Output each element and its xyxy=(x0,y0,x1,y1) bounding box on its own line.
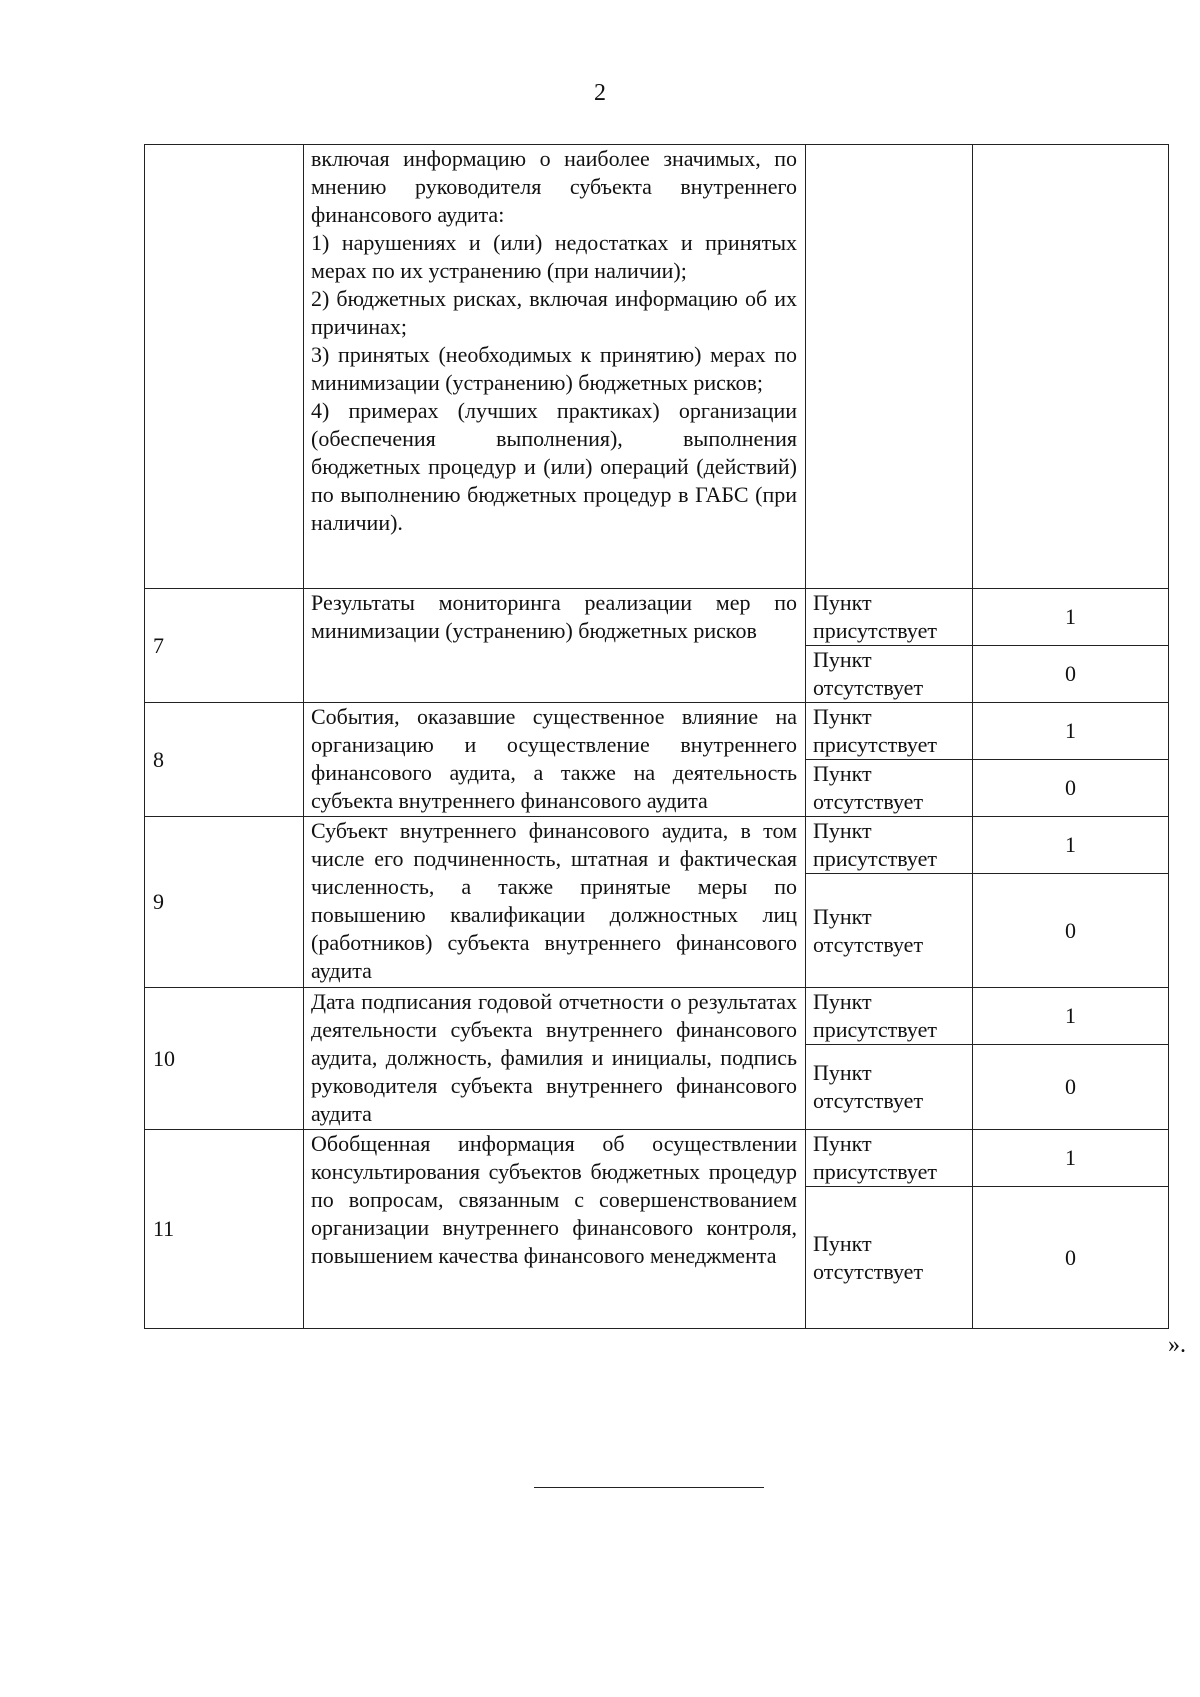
description-paragraph: 1) нарушениях и (или) недостатках и принятых мерах по их устранению (при наличии); xyxy=(311,230,797,283)
criteria-table xyxy=(144,144,1169,1329)
option-cell xyxy=(806,145,973,589)
row-number: 11 xyxy=(145,1130,304,1329)
option-present-score: 1 xyxy=(973,817,1169,874)
page-number: 2 xyxy=(594,80,606,106)
criterion-description-continued xyxy=(304,145,806,589)
option-absent-score: 0 xyxy=(973,874,1169,988)
closing-quote-mark: ». xyxy=(1168,1332,1186,1358)
option-absent-label: Пункт отсутствует xyxy=(806,874,973,988)
option-present-label: Пункт присутствует xyxy=(806,589,973,646)
option-absent-score: 0 xyxy=(973,760,1169,817)
description-paragraph: включая информацию о наиболее значимых, по мнению руководителя субъекта внутреннего финансового аудита: xyxy=(311,146,797,227)
option-present-label: Пункт присутствует xyxy=(806,817,973,874)
option-present-score: 1 xyxy=(973,703,1169,760)
row-number: 9 xyxy=(145,817,304,988)
option-absent-score: 0 xyxy=(973,1187,1169,1329)
row-number-cell xyxy=(145,145,304,589)
criterion-description: Обобщенная информация об осуществлении консультирования субъектов бюджетных процедур по вопросам, связанным с совершенствованием организации внутреннего финансового контроля, повышением качества финансового менеджмента xyxy=(304,1130,806,1329)
score-cell xyxy=(973,145,1169,589)
option-present-label: Пункт присутствует xyxy=(806,988,973,1045)
criterion-description: Субъект внутреннего финансового аудита, в том числе его подчиненность, штатная и фактическая численность, а также принятые меры по повышению квалификации должностных лиц (работников) субъекта внутреннего финансового аудита xyxy=(304,817,806,988)
row-number: 8 xyxy=(145,703,304,817)
table-row-continued xyxy=(145,145,1169,589)
option-absent-label: Пункт отсутствует xyxy=(806,760,973,817)
option-present-score: 1 xyxy=(973,589,1169,646)
description-paragraph: 2) бюджетных рисках, включая информацию об их причинах; xyxy=(311,286,797,339)
footer-separator-line xyxy=(534,1487,764,1488)
criterion-description: Результаты мониторинга реализации мер по минимизации (устранению) бюджетных рисков xyxy=(304,589,806,703)
option-present-label: Пункт присутствует xyxy=(806,703,973,760)
table-row xyxy=(145,703,1169,760)
option-absent-score: 0 xyxy=(973,646,1169,703)
description-paragraph: 3) принятых (необходимых к принятию) мерах по минимизации (устранению) бюджетных рисков; xyxy=(311,342,797,395)
option-absent-label: Пункт отсутствует xyxy=(806,1045,973,1130)
criterion-description: События, оказавшие существенное влияние на организацию и осуществление внутреннего финансового аудита, а также на деятельность субъекта внутреннего финансового аудита xyxy=(304,703,806,817)
table-row xyxy=(145,1130,1169,1187)
criterion-description: Дата подписания годовой отчетности о результатах деятельности субъекта внутреннего финансового аудита, должность, фамилия и инициалы, подпись руководителя субъекта внутреннего финансового аудита xyxy=(304,988,806,1130)
option-present-score: 1 xyxy=(973,1130,1169,1187)
option-present-score: 1 xyxy=(973,988,1169,1045)
table-row xyxy=(145,988,1169,1045)
table-row xyxy=(145,589,1169,646)
option-absent-label: Пункт отсутствует xyxy=(806,1187,973,1329)
option-present-label: Пункт присутствует xyxy=(806,1130,973,1187)
table-row xyxy=(145,817,1169,874)
row-number: 10 xyxy=(145,988,304,1130)
option-absent-score: 0 xyxy=(973,1045,1169,1130)
row-number: 7 xyxy=(145,589,304,703)
description-paragraph: 4) примерах (лучших практиках) организации (обеспечения выполнения), выполнения бюджетных процедур и (или) операций (действий) по выполнению бюджетных процедур в ГАБС (при наличии). xyxy=(311,398,797,535)
option-absent-label: Пункт отсутствует xyxy=(806,646,973,703)
